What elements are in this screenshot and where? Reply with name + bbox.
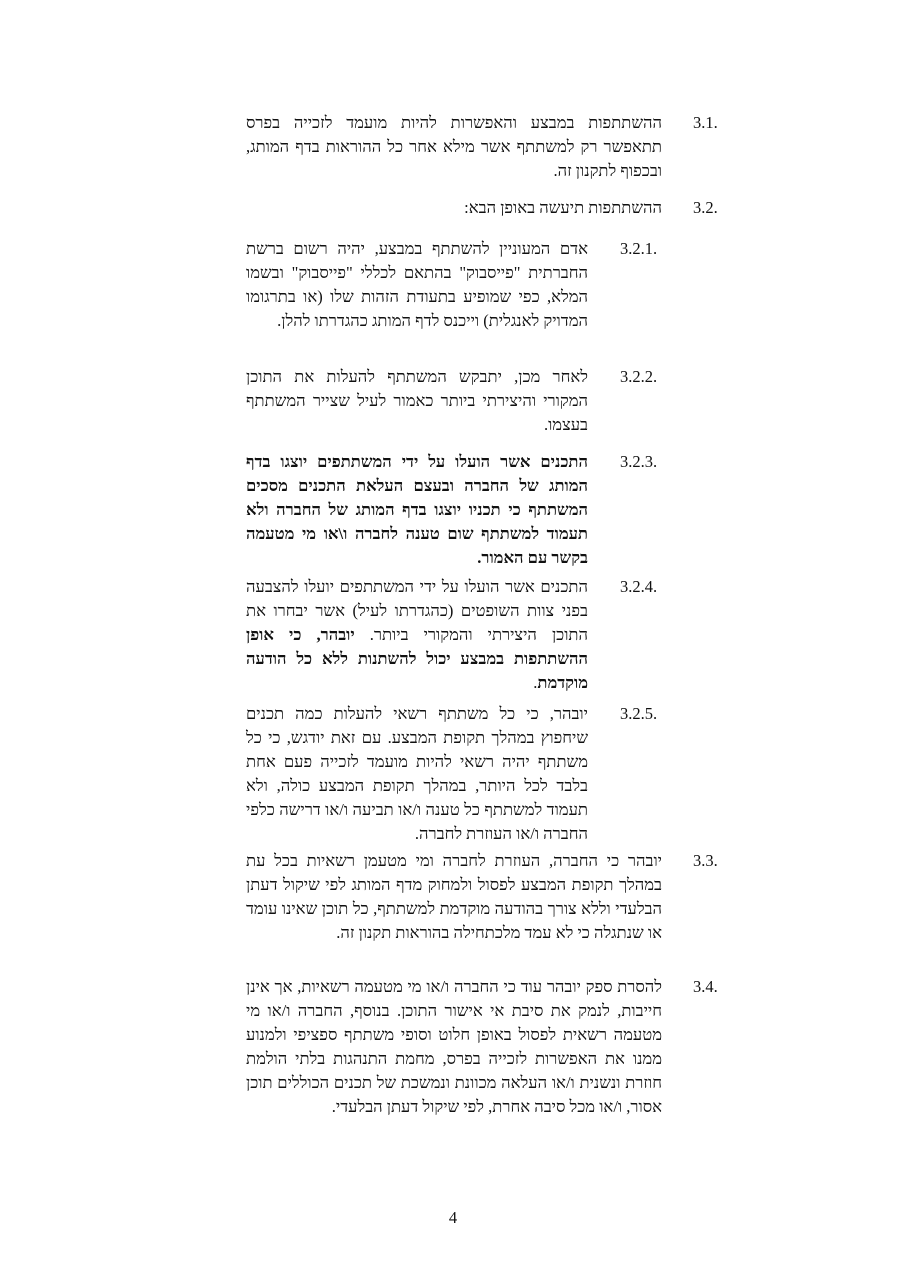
section-number-3-2-1: 3.2.1. — [620, 239, 658, 258]
section-3-2-5-text: יובהר, כי כל משתתף רשאי להעלות כמה תכנים שיחפוץ במהלך תקופת המבצע. עם זאת יודגש, כי כל משתתף יהיה רשאי להיות מועמד לזכייה פעם אחת בלבד לכל היותר, במהלך תקופת המבצע כולה, ולא תעמוד למשתתף כל טענה ו/או תביעה ו/או דרישה כלפי החברה ו/או העוזרת לחברה. — [246, 704, 588, 843]
section-3-2-4-text — [246, 575, 588, 695]
section-number-3-2-3: 3.2.3. — [620, 452, 658, 471]
section-number-3-2-4: 3.2.4. — [620, 577, 658, 596]
section-number-3-2-5: 3.2.5. — [620, 704, 658, 723]
section-3-2-4-bold: יובהר, כי אופן ההשתתפות במבצע יכול להשתנות ללא כל הודעה מוקדמת — [246, 625, 588, 692]
section-3-4-text: להסרת ספק יובהר עוד כי החברה ו/או מי מטעמה רשאיות, אך אינן חייבות, לנמק את סיבת אי אישור התוכן. בנוסף, החברה ו/או מי מטעמה רשאית לפסול באופן חלוט וסופי משתתף ספציפי ולמנוע ממנו את האפשרות לזכייה בפרס, מחמת התנהגות בלתי הולמת חוזרת ונשנית ו/או העלאה מכוונת ונמשכת של תכנים הכוללים תוכן אסור, ו/או מכל סיבה אחרת, לפי שיקול דעתן הבלעדי. — [246, 977, 662, 1116]
section-number-3-4: 3.4. — [693, 977, 718, 996]
section-3-2-4-end: . — [533, 673, 538, 692]
section-3-1-text: ההשתתפות במבצע והאפשרות להיות מועמד לזכייה בפרס תתאפשר רק למשתתף אשר מילא אחר כל ההוראות בדף המותג, ובכפוף לתקנון זה. — [246, 113, 662, 180]
section-3-2-text: ההשתתפות תיעשה באופן הבא: — [464, 198, 662, 217]
section-3-2-4-plain: התכנים אשר הועלו על ידי המשתתפים יועלו להצבעה בפני צוות השופטים (כהגדרתו לעיל) אשר יבחרו את התוכן היצירתי והמקורי ביותר. — [246, 577, 588, 644]
section-3-3-text: יובהר כי החברה, העוזרת לחברה ומי מטעמן רשאיות בכל עת במהלך תקופת המבצע לפסול ולמחוק מדף המותג לפי שיקול דעתן הבלעדי וללא צורך בהודעה מוקדמת למשתתף, כל תוכן שאינו עומד או שנתגלה כי לא עמד מלכתחילה בהוראות תקנון זה. — [246, 851, 662, 942]
section-3-2-2-text: לאחר מכן, יתבקש המשתתף להעלות את התוכן המקורי והיצירתי ביותר כאמור לעיל שצייר המשתתף בעצמו. — [246, 367, 588, 434]
section-number-3-2-2: 3.2.2. — [620, 367, 658, 386]
section-3-2-3-text: התכנים אשר הועלו על ידי המשתתפים יוצגו בדף המותג של החברה ובעצם העלאת התכנים מסכים המשתתף כי תכניו יוצגו בדף המותג של החברה ולא תעמוד למשתתף שום טענה לחברה ו\או מי מטעמה בקשר עם האמור. — [246, 452, 588, 567]
section-number-3-1: 3.1. — [693, 113, 718, 132]
page-number: 4 — [448, 1208, 458, 1227]
section-3-2-1-text: אדם המעוניין להשתתף במבצע, יהיה רשום ברשת החברתית "פייסבוק" בהתאם לכללי "פייסבוק" ובשמו המלא, כפי שמופיע בתעודת הזהות שלו (או בתרגומו המדויק לאנגלית) וייכנס לדף המותג כהגדרתו להלן. — [246, 239, 588, 330]
section-number-3-3: 3.3. — [693, 851, 718, 870]
section-number-3-2: 3.2. — [693, 198, 718, 217]
